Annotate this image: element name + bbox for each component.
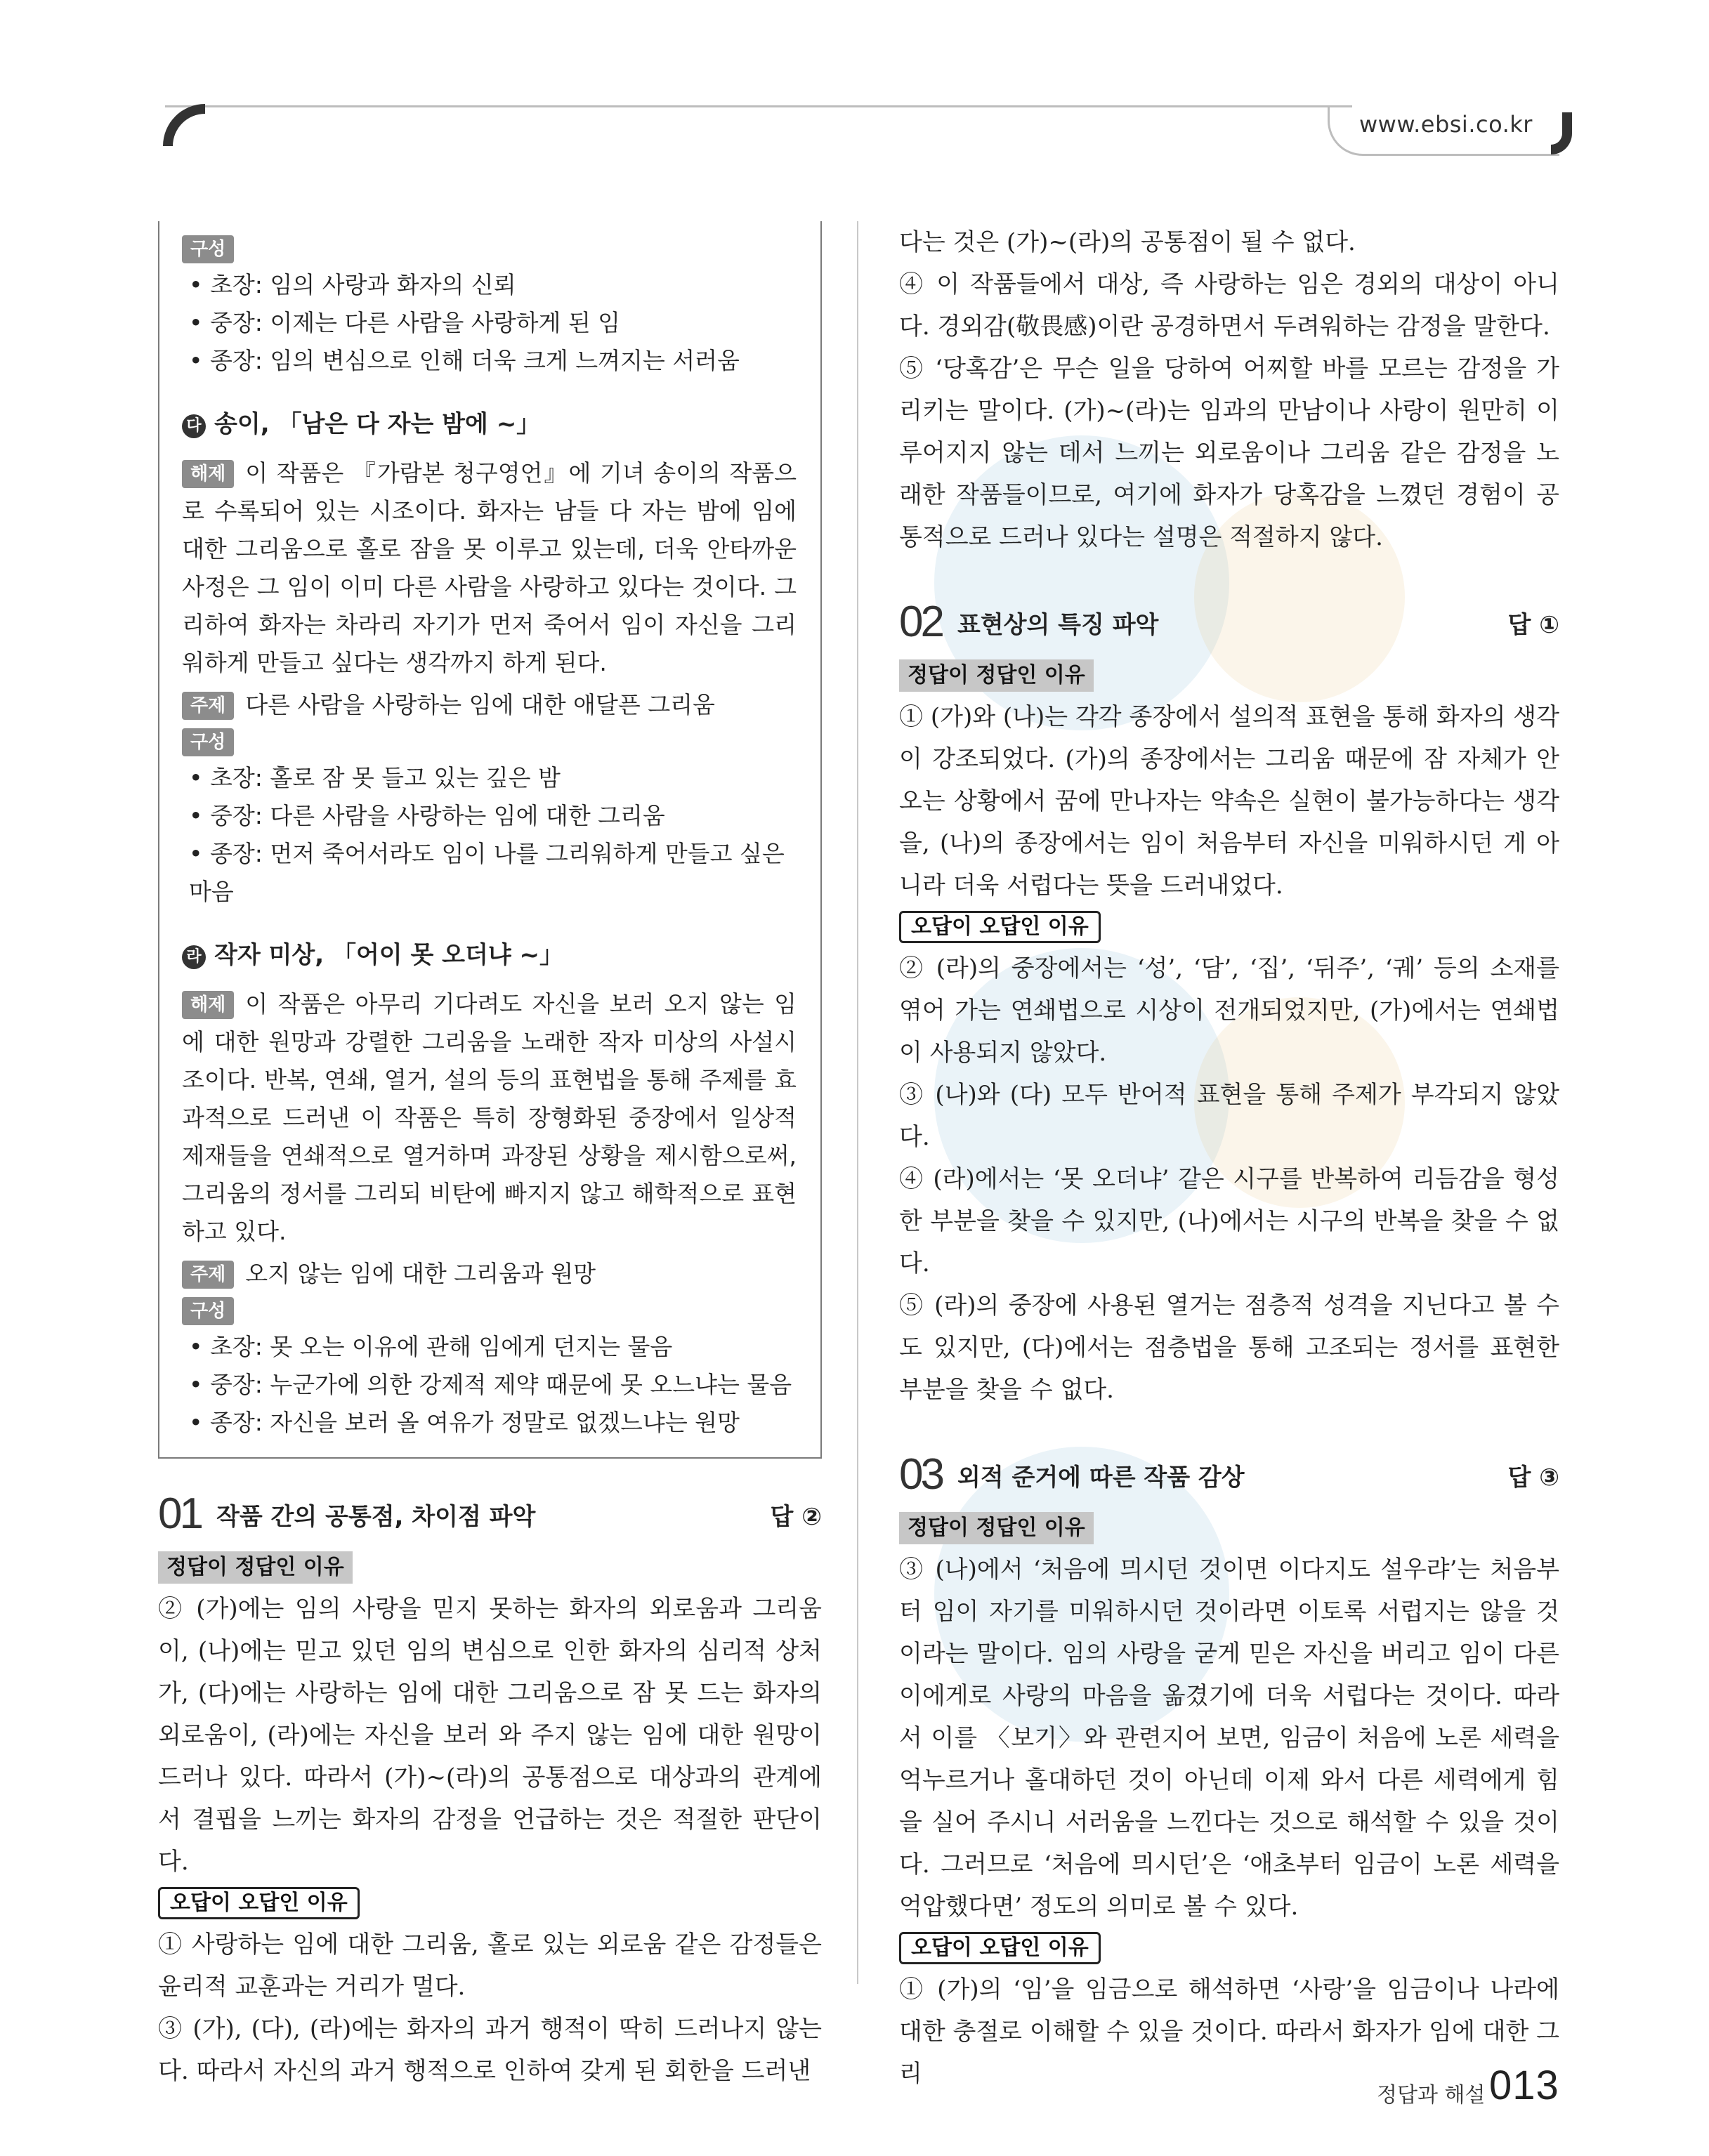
section-title-text: 작자 미상, 「어이 못 오더냐 ~」 [214,941,564,969]
question-03 [899,1450,1559,2095]
question-number: 01 [158,1490,201,1538]
question-01 [158,1490,822,2092]
correct-reason-label: 정답이 정답인 이유 [899,659,1094,692]
wrong-reason-text: ③ (나)와 (다) 모두 반어적 표현을 통해 주제가 부각되지 않았다. [899,1081,1559,1151]
footer-label: 정답과 해설 [1377,2083,1486,2108]
bullet: • 중장: 다른 사람을 사랑하는 임에 대한 그리움 [189,802,665,829]
question-number: 02 [899,598,942,646]
question-header [899,598,1559,647]
question-title: 작품 간의 공통점, 차이점 파악 [216,1502,536,1531]
section-title-text: 송이, 「남은 다 자는 밤에 ~」 [214,410,541,438]
question-answer: 답 ② [770,1502,822,1531]
wrong-reason-text: ② (라)의 중장에서는 ‘성’, ‘담’, ‘집’, ‘뒤주’, ‘궤’ 등의 소재를 엮어 가는 연쇄법으로 시상이 전개되었지만, (가)에서는 연쇄법이 사용되지 않았다. [899,954,1559,1067]
marker-da: 다 [182,414,206,438]
question-number: 03 [899,1450,942,1499]
column-divider [857,221,858,1984]
bullet: • 종장: 자신을 보러 올 여유가 정말로 없겠느냐는 원망 [189,1409,740,1436]
section-title [182,405,797,443]
commentary-box [158,221,822,1459]
section-title [182,936,797,974]
correct-reason-label: 정답이 정답인 이유 [899,1512,1094,1544]
correct-reason-text: ③ (나)에서 ‘처음에 믜시던 것이면 이다지도 설우랴’는 처음부터 임이 자기를 미워하시던 것이라면 이토록 서럽지는 않을 것이라는 말이다. 임의 사랑을 굳게 믿은 자신을 버리고 임이 다른 이에게로 사랑의 마음을 옮겼기에 더욱 서럽다는 것이다. 따라서 이를 〈보기〉와 관련지어 보면, 임금이 처음에 노론 세력을 억누르거나 홀대하던 것이 아닌데 이제 와서 다른 세력에게 힘을 실어 주시니 서러움을 느낀다는 것으로 해석할 수 있을 것이다. 그러므로 ‘처음에 믜시던’은 ‘애초부터 임금이 노론 세력을 억압했다면’ 정도의 의미로 볼 수 있다. [899,1556,1559,1921]
haeje-paragraph [182,985,797,1251]
tag-gusung: 구성 [182,235,234,263]
wrong-reason-text: ③ (가), (다), (라)에는 화자의 과거 행적이 딱히 드러나지 않는다. 따라서 자신의 과거 행적으로 인하여 갖게 된 회한을 드러낸 [158,2015,822,2085]
tag-gusung: 구성 [182,728,234,756]
juje-paragraph [182,686,797,724]
juje-text: 다른 사람을 사랑하는 임에 대한 애달픈 그리움 [245,691,715,718]
left-column [158,221,822,2092]
tag-juje: 주제 [182,1261,234,1289]
wrong-reason-text: ① (가)의 ‘임’을 임금으로 해석하면 ‘사랑’을 임금이나 나라에 대한 충절로 이해할 수 있을 것이다. 따라서 화자가 임에 대한 그리 [899,1976,1559,2088]
juje-paragraph [182,1255,797,1293]
bullet: • 초장: 임의 사랑과 화자의 신뢰 [189,271,516,298]
question-title: 표현상의 특징 파악 [957,610,1159,639]
continued-text: ④ 이 작품들에서 대상, 즉 사랑하는 임은 경외의 대상이 아니다. 경외감(敬畏感)이란 공경하면서 두려워하는 감정을 말한다. [899,270,1559,341]
marker-ra: 라 [182,945,206,969]
haeje-text: 이 작품은 아무리 기다려도 자신을 보러 오지 않는 임에 대한 원망과 강렬한 그리움을 노래한 작자 미상의 사설시조이다. 반복, 연쇄, 열거, 설의 등의 표현법을 통해 주제를 효과적으로 드러낸 이 작품은 특히 장형화된 중장에서 일상적 제재들을 연쇄적으로 열거하며 과장된 상황을 제시함으로써, 그리움의 정서를 그리되 비탄에 빠지지 않고 해학적으로 표현하고 있다. [182,990,797,1245]
question-title: 외적 준거에 따른 작품 감상 [957,1463,1245,1492]
bullet: • 초장: 못 오는 이유에 관해 임에게 던지는 물음 [189,1333,673,1360]
juje-text: 오지 않는 임에 대한 그리움과 원망 [245,1260,596,1287]
bullet: • 초장: 홀로 잠 못 들고 있는 깊은 밤 [189,764,561,791]
right-column [899,221,1559,2095]
continued-text: ⑤ ‘당혹감’은 무슨 일을 당하여 어찌할 바를 모르는 감정을 가리키는 말이다. (가)~(라)는 임과의 만남이나 사랑이 원만히 이루어지지 않는 데서 느끼는 외로움이나 그리움 같은 감정을 노래한 작품들이므로, 여기에 화자가 당혹감을 느꼈던 경험이 공통적으로 드러나 있다는 설명은 적절하지 않다. [899,355,1559,551]
question-answer: 답 ① [1507,610,1559,639]
correct-reason-label: 정답이 정답인 이유 [158,1551,353,1584]
header-right-bracket [1551,112,1572,155]
tag-gusung: 구성 [182,1297,234,1325]
bullet: • 중장: 이제는 다른 사람을 사랑하게 된 임 [189,309,621,336]
wrong-reason-text: ⑤ (라)의 중장에 사용된 열거는 점층적 성격을 지닌다고 볼 수도 있지만, (다)에서는 점층법을 통해 고조되는 정서를 표현한 부분을 찾을 수 없다. [899,1291,1559,1404]
correct-reason-text: ② (가)에는 임의 사랑을 믿지 못하는 화자의 외로움과 그리움이, (나)에는 믿고 있던 임의 변심으로 인한 화자의 심리적 상처가, (다)에는 사랑하는 임에 대한 그리움으로 잠 못 드는 화자의 외로움이, (라)에는 자신을 보러 와 주지 않는 임에 대한 원망이 드러나 있다. 따라서 (가)~(라)의 공통점으로 대상과의 관계에서 결핍을 느끼는 화자의 감정을 언급하는 것은 적절한 판단이다. [158,1595,822,1876]
page-number: 013 [1489,2063,1559,2108]
tag-haeje: 해제 [182,991,234,1019]
haeje-text: 이 작품은 『가람본 청구영언』에 기녀 송이의 작품으로 수록되어 있는 시조이다. 화자는 남들 다 자는 밤에 임에 대한 그리움으로 홀로 잠을 못 이루고 있는데, 더욱 안타까운 사정은 그 임이 이미 다른 사람을 사랑하고 있다는 것이다. 그리하여 화자는 차라리 자기가 먼저 죽어서 임이 자신을 그리워하게 만들고 싶다는 생각까지 하게 된다. [182,459,797,676]
question-answer: 답 ③ [1507,1463,1559,1492]
wrong-reason-label: 오답이 오답인 이유 [899,1932,1101,1964]
header-left-bracket [163,104,205,146]
wrong-reason-text: ④ (라)에서는 ‘못 오더냐’ 같은 시구를 반복하여 리듬감을 형성한 부분을 찾을 수 있지만, (나)에서는 시구의 반복을 찾을 수 없다. [899,1165,1559,1277]
site-url[interactable]: www.ebsi.co.kr [1359,111,1533,138]
question-02 [899,598,1559,1411]
question-header [158,1490,822,1539]
bullet: • 종장: 먼저 죽어서라도 임이 나를 그리워하게 만들고 싶은 마음 [189,840,785,905]
question-header [899,1450,1559,1499]
tag-haeje: 해제 [182,460,234,488]
bullet: • 종장: 임의 변심으로 인해 더욱 크게 느껴지는 서러움 [189,347,740,374]
continued-text: 다는 것은 (가)~(라)의 공통점이 될 수 없다. [899,228,1356,256]
haeje-paragraph [182,454,797,682]
header-rule [165,105,1352,107]
bullet: • 중장: 누군가에 의한 강제적 제약 때문에 못 오느냐는 물음 [189,1371,792,1398]
wrong-reason-label: 오답이 오답인 이유 [899,911,1101,943]
tag-juje: 주제 [182,692,234,720]
correct-reason-text: ① (가)와 (나)는 각각 종장에서 설의적 표현을 통해 화자의 생각이 강조되었다. (가)의 종장에서는 그리움 때문에 잠 자체가 안 오는 상황에서 꿈에 만나자는 약속은 실현이 불가능하다는 생각을, (나)의 종장에서는 임이 처음부터 자신을 미워하시던 게 아니라 더욱 서럽다는 뜻을 드러내었다. [899,703,1559,900]
wrong-reason-text: ① 사랑하는 임에 대한 그리움, 홀로 있는 외로움 같은 감정들은 윤리적 교훈과는 거리가 멀다. [158,1931,822,2001]
wrong-reason-label: 오답이 오답인 이유 [158,1887,360,1919]
